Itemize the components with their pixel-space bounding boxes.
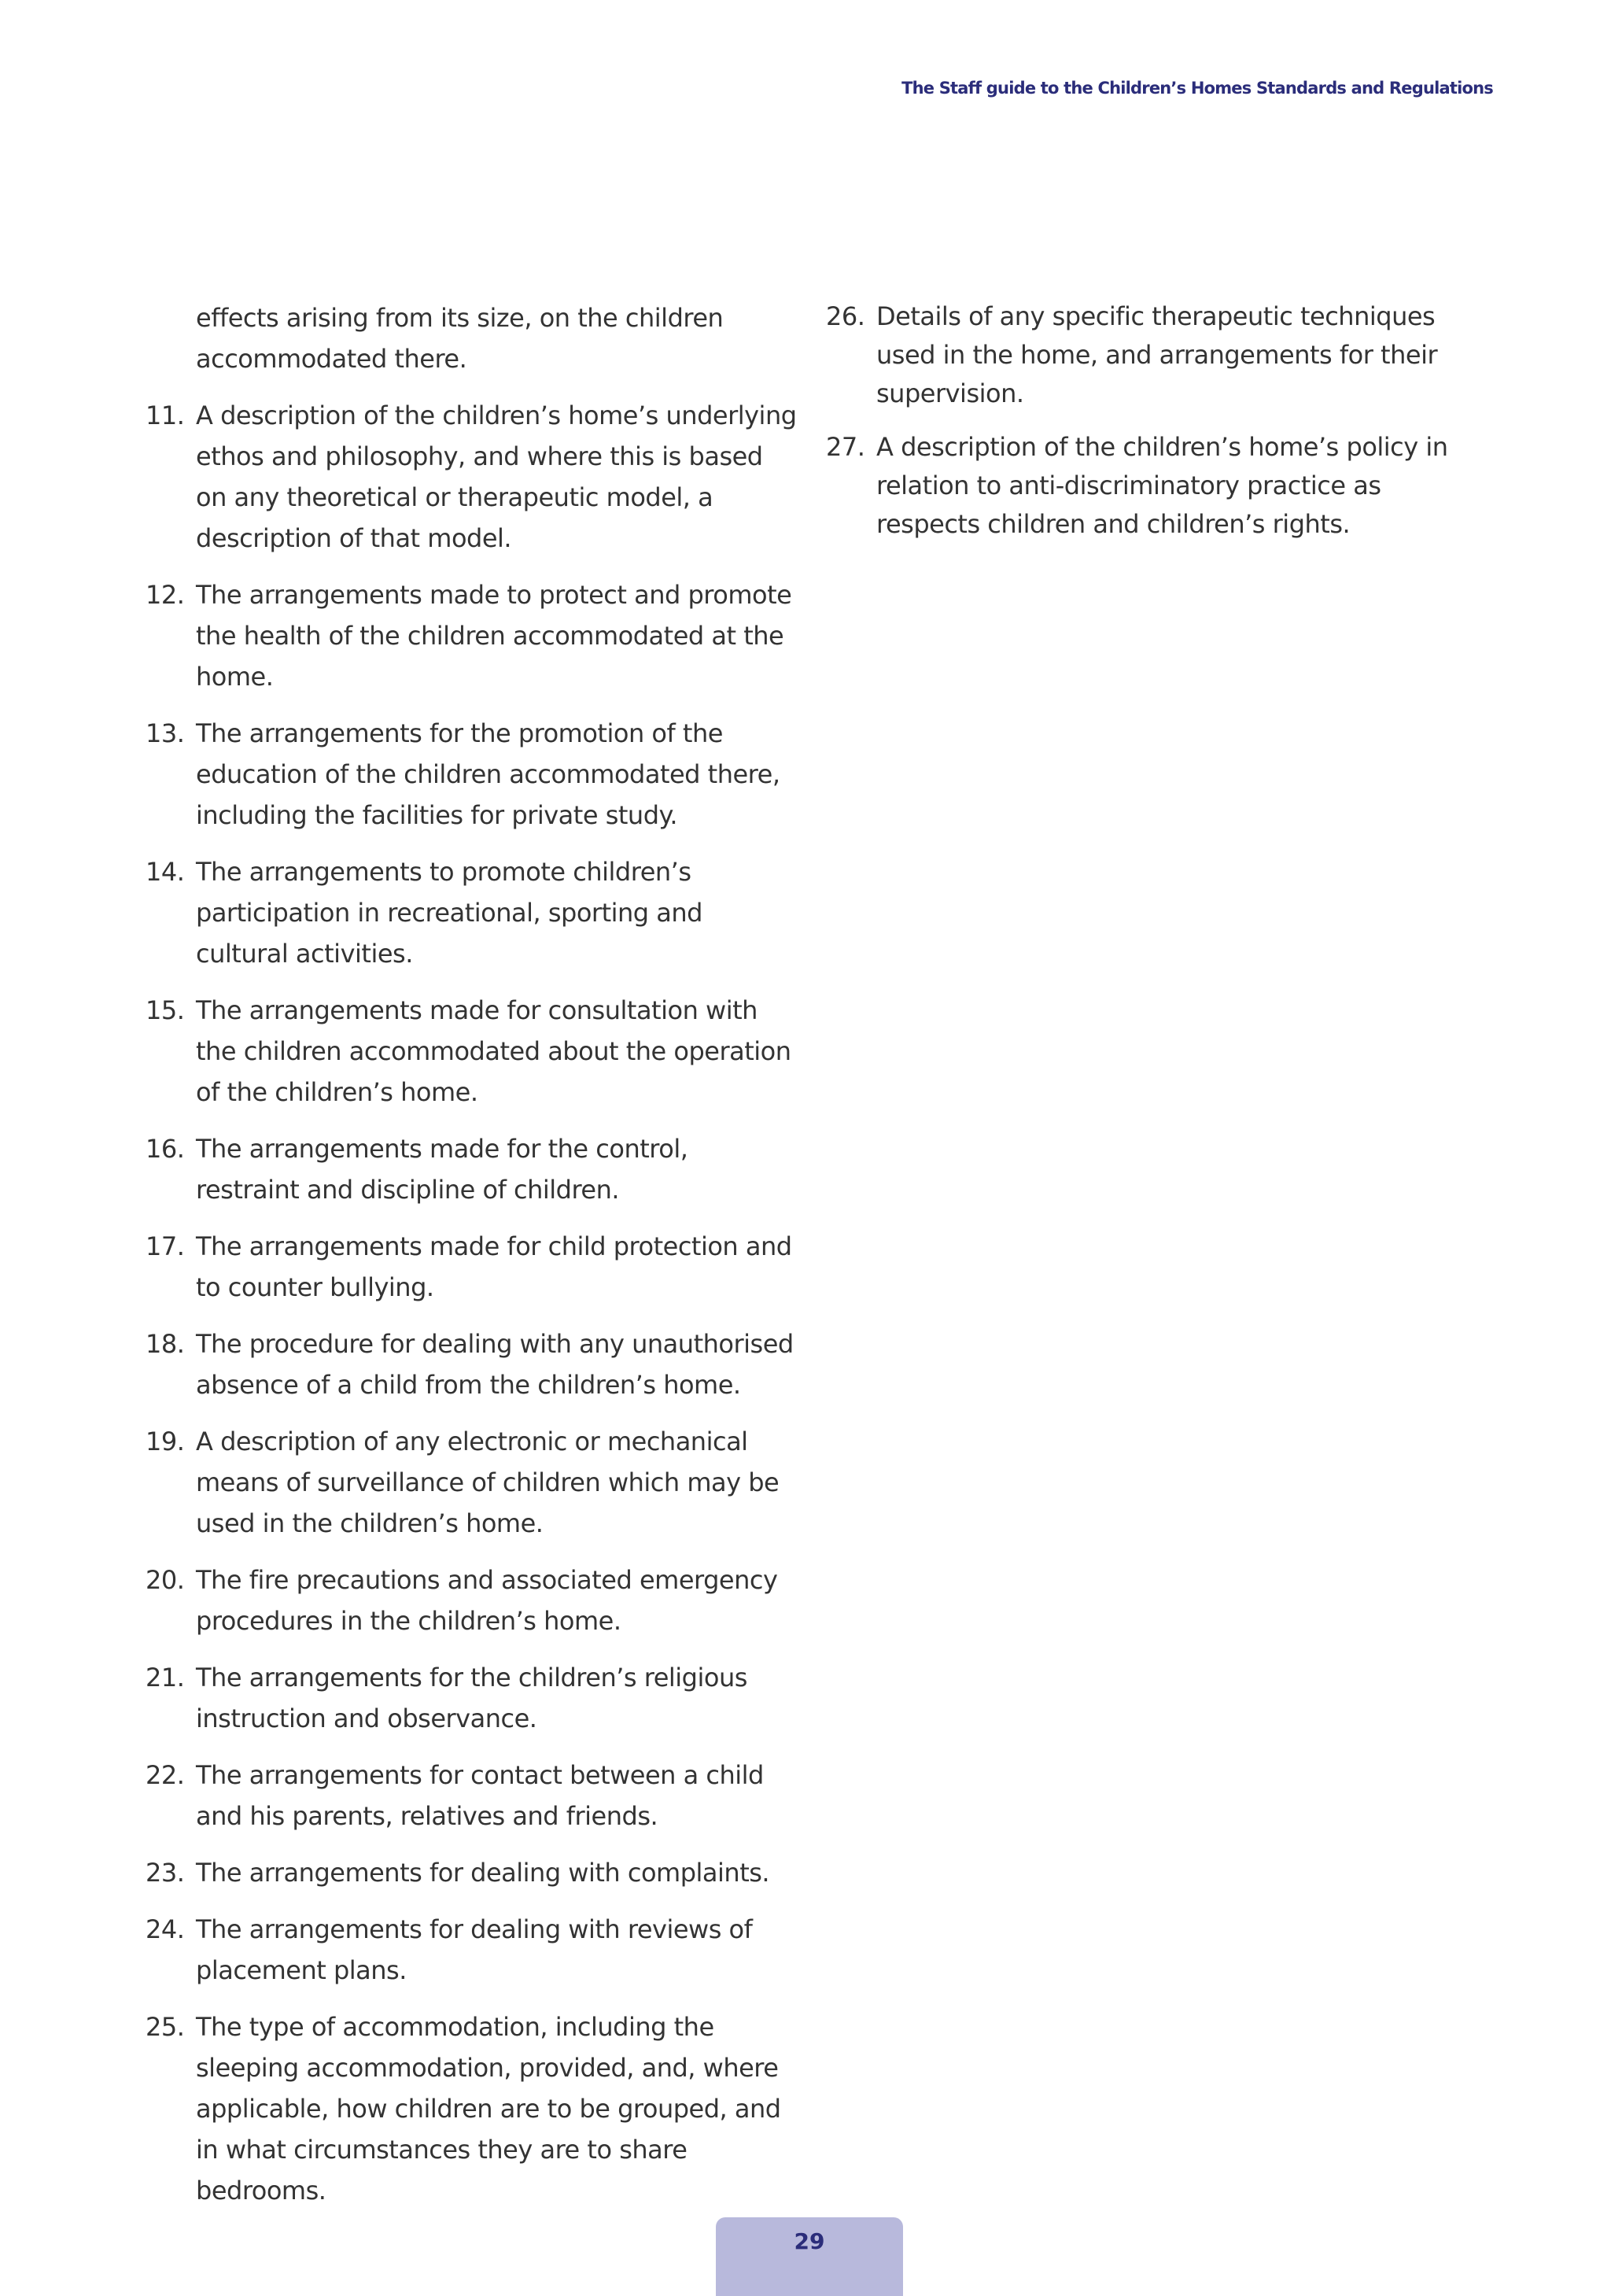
list-item	[146, 1128, 798, 1210]
list-item-number: 22.	[146, 1760, 185, 1790]
list-item	[146, 1755, 798, 1836]
list-item	[146, 1226, 798, 1308]
left-column	[146, 297, 798, 2227]
list-item	[826, 297, 1479, 413]
list-item-number: 12.	[146, 580, 185, 610]
list-item-text: The arrangements for the promotion of the education of the children accommodated there, including the facilities for private study.	[196, 718, 780, 830]
list-item	[146, 1323, 798, 1405]
list-item	[146, 713, 798, 836]
list-item-text: Details of any specific therapeutic techniques used in the home, and arrangements for their supervision.	[876, 301, 1438, 408]
list-item-text: The arrangements to promote children’s participation in recreational, sporting and cultural activities.	[196, 857, 702, 969]
list-item	[146, 574, 798, 697]
list-item-number: 17.	[146, 1231, 185, 1261]
list-item-text: The arrangements for dealing with complaints.	[196, 1858, 770, 1888]
list-item-number: 25.	[146, 2012, 185, 2042]
list-item-number: 20.	[146, 1565, 185, 1595]
page-number-tab	[716, 2217, 903, 2296]
list-item-number: 27.	[826, 432, 865, 462]
page-number: 29	[794, 2228, 825, 2254]
list-item-number: 21.	[146, 1663, 185, 1692]
list-item-text: The fire precautions and associated emergency procedures in the children’s home.	[196, 1565, 778, 1636]
list-item	[146, 851, 798, 974]
list-item	[826, 428, 1479, 544]
list-item-number: 23.	[146, 1858, 185, 1888]
list-item-text: The procedure for dealing with any unauthorised absence of a child from the children’s home.	[196, 1329, 794, 1400]
list-item-text: The arrangements for the children’s religious instruction and observance.	[196, 1663, 747, 1733]
running-header: The Staff guide to the Children’s Homes Standards and Regulations	[901, 79, 1493, 98]
list-item	[146, 1421, 798, 1544]
list-item-text: effects arising from its size, on the children accommodated there.	[196, 303, 724, 374]
list-item-text: The arrangements made for child protection and to counter bullying.	[196, 1231, 792, 1302]
list-item-text: A description of any electronic or mechanical means of surveillance of children which may be used in the children’s home.	[196, 1427, 780, 1538]
list-item-number: 15.	[146, 995, 185, 1025]
list-item-text: A description of the children’s home’s policy in relation to anti-discriminatory practice as respects children and children’s rights.	[876, 432, 1448, 539]
list-item-text: The arrangements for dealing with reviews of placement plans.	[196, 1914, 753, 1985]
list-item-text: The arrangements for contact between a child and his parents, relatives and friends.	[196, 1760, 764, 1831]
list-item-text: The arrangements made to protect and promote the health of the children accommodated at the home.	[196, 580, 792, 692]
list-item	[146, 2006, 798, 2211]
list-item-number: 24.	[146, 1914, 185, 1944]
list-item	[146, 395, 798, 559]
list-item	[146, 1657, 798, 1739]
list-item-number: 16.	[146, 1134, 185, 1164]
list-item	[146, 990, 798, 1113]
list-item	[146, 297, 798, 379]
right-column	[826, 297, 1479, 559]
list-item-number: 26.	[826, 301, 865, 331]
list-item-number: 11.	[146, 401, 185, 430]
list-item-text: The type of accommodation, including the sleeping accommodation, provided, and, where applicable, how children are to be grouped, and in what circumstances they are to share bedrooms.	[196, 2012, 781, 2206]
list-item-number: 18.	[146, 1329, 185, 1359]
list-item-text: The arrangements made for the control, restraint and discipline of children.	[196, 1134, 688, 1205]
list-item-number: 19.	[146, 1427, 185, 1456]
list-item	[146, 1560, 798, 1641]
list-item-number: 13.	[146, 718, 185, 748]
list-item	[146, 1852, 798, 1893]
list-item-number: 14.	[146, 857, 185, 887]
list-item-text: The arrangements made for consultation with the children accommodated about the operation of the children’s home.	[196, 995, 791, 1107]
list-item	[146, 1909, 798, 1991]
list-item-text: A description of the children’s home’s underlying ethos and philosophy, and where this is based on any theoretical or therapeutic model, a description of that model.	[196, 401, 797, 553]
